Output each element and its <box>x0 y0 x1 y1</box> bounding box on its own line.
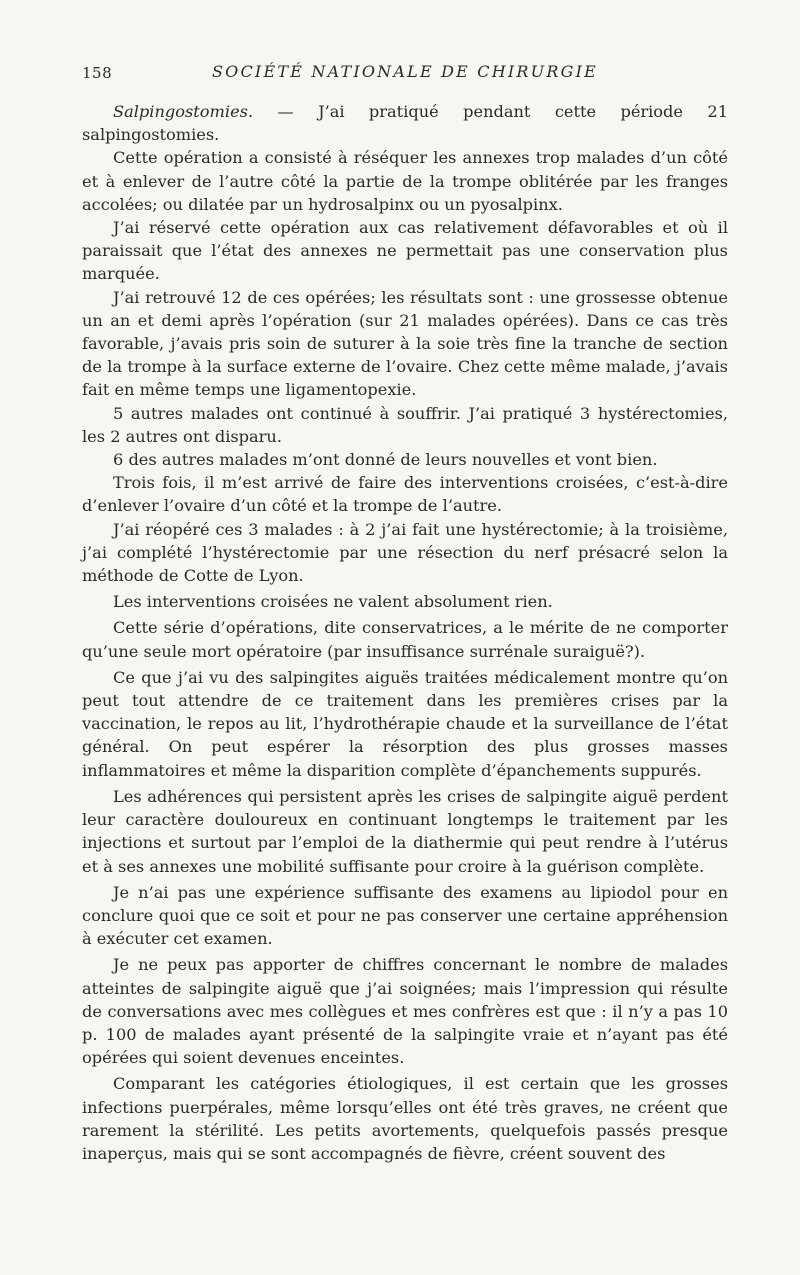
paragraph: Comparant les catégories étiologiques, il est certain que les grosses infections puerpérales, même lorsqu’elles ont été très graves, ne créent que rarement la stérilité. Les petits avortements, quelquefois passés presque inaperçus, mais qui se sont accompagnés de fièvre, créent souvent des <box>82 1074 728 1163</box>
running-title: SOCIÉTÉ NATIONALE DE CHIRURGIE <box>212 62 598 81</box>
paragraph: 6 des autres malades m’ont donné de leurs nouvelles et vont bien. <box>113 450 658 470</box>
paragraph: J’ai retrouvé 12 de ces opérées; les résultats sont : une grossesse obtenue un an et demi après l’opération (sur 21 malades opérées). Dans ce cas très favorable, j’avais pris soin de suturer à la soie très fine la tranche de section de la trompe à la surface externe de l’ovaire. Chez cette même malade, j’avais fait en même temps une ligamentopexie. <box>82 287 728 400</box>
page-header <box>82 58 728 88</box>
paragraph: Cette série d’opérations, dite conservatrices, a le mérite de ne comporter qu’une seule mort opératoire (par insuffisance surrénale suraiguë?). <box>82 618 728 661</box>
paragraph: J’ai réservé cette opération aux cas relativement défavorables et où il paraissait que l’état des annexes ne permettait pas une conservation plus marquée. <box>82 218 728 284</box>
paragraph: Trois fois, il m’est arrivé de faire des interventions croisées, c’est-à-dire d’enlever l’ovaire d’un côté et la trompe de l’autre. <box>82 473 728 516</box>
section-lead: Salpingostomies. <box>113 102 254 121</box>
paragraph: Les interventions croisées ne valent absolument rien. <box>113 592 553 612</box>
paragraph: 5 autres malades ont continué à souffrir. J’ai pratiqué 3 hystérectomies, les 2 autres ont disparu. <box>82 403 728 446</box>
paragraph: Les adhérences qui persistent après les crises de salpingite aiguë perdent leur caractère douloureux en continuant longtemps le traitement par les injections et surtout par l’emploi de la diathermie qui peut rendre à l’utérus et à ses annexes une mobilité suffisante pour croire à la guérison complète. <box>82 786 728 876</box>
paragraph-text: — J’ai pratiqué pendant cette période 21 salpingostomies. <box>82 102 728 145</box>
paragraph: Ce que j’ai vu des salpingites aiguës traitées médicalement montre qu’on peut tout attendre de ce traitement dans les premières crises par la vaccination, le repos au lit, l’hydrothérapie chaude et la surveillance de l’état général. On peut espérer la résorption des plus grosses masses inflammatoires et même la disparition complète d’épanchements suppurés. <box>82 667 728 780</box>
page-number: 158 <box>82 64 113 82</box>
paragraph: Cette opération a consisté à réséquer les annexes trop malades d’un côté et à enlever de l’autre côté la partie de la trompe oblitérée par les franges accolées; ou dilatée par un hydrosalpinx ou un pyosalpinx. <box>82 148 728 214</box>
paragraph-salpingostomies <box>82 100 728 146</box>
paragraph: Je n’ai pas une expérience suffisante des examens au lipiodol pour en conclure quoi que ce soit et pour ne pas conserver une certaine appréhension à exécuter cet examen. <box>82 882 728 949</box>
paragraph: Je ne peux pas apporter de chiffres concernant le nombre de malades atteintes de salpingite aiguë que j’ai soignées; mais l’impression qui résulte de conversations avec mes collègues et mes confrères est que : il n’y a pas 10 p. 100 de malades ayant présenté de la salpingite vraie et n’ayant pas été opérées qui soient devenues enceintes. <box>82 955 728 1068</box>
body-text <box>82 100 728 1165</box>
paragraph: J’ai réopéré ces 3 malades : à 2 j’ai fait une hystérectomie; à la troisième, j’ai complété l’hystérectomie par une résection du nerf présacré selon la méthode de Cotte de Lyon. <box>82 519 728 586</box>
